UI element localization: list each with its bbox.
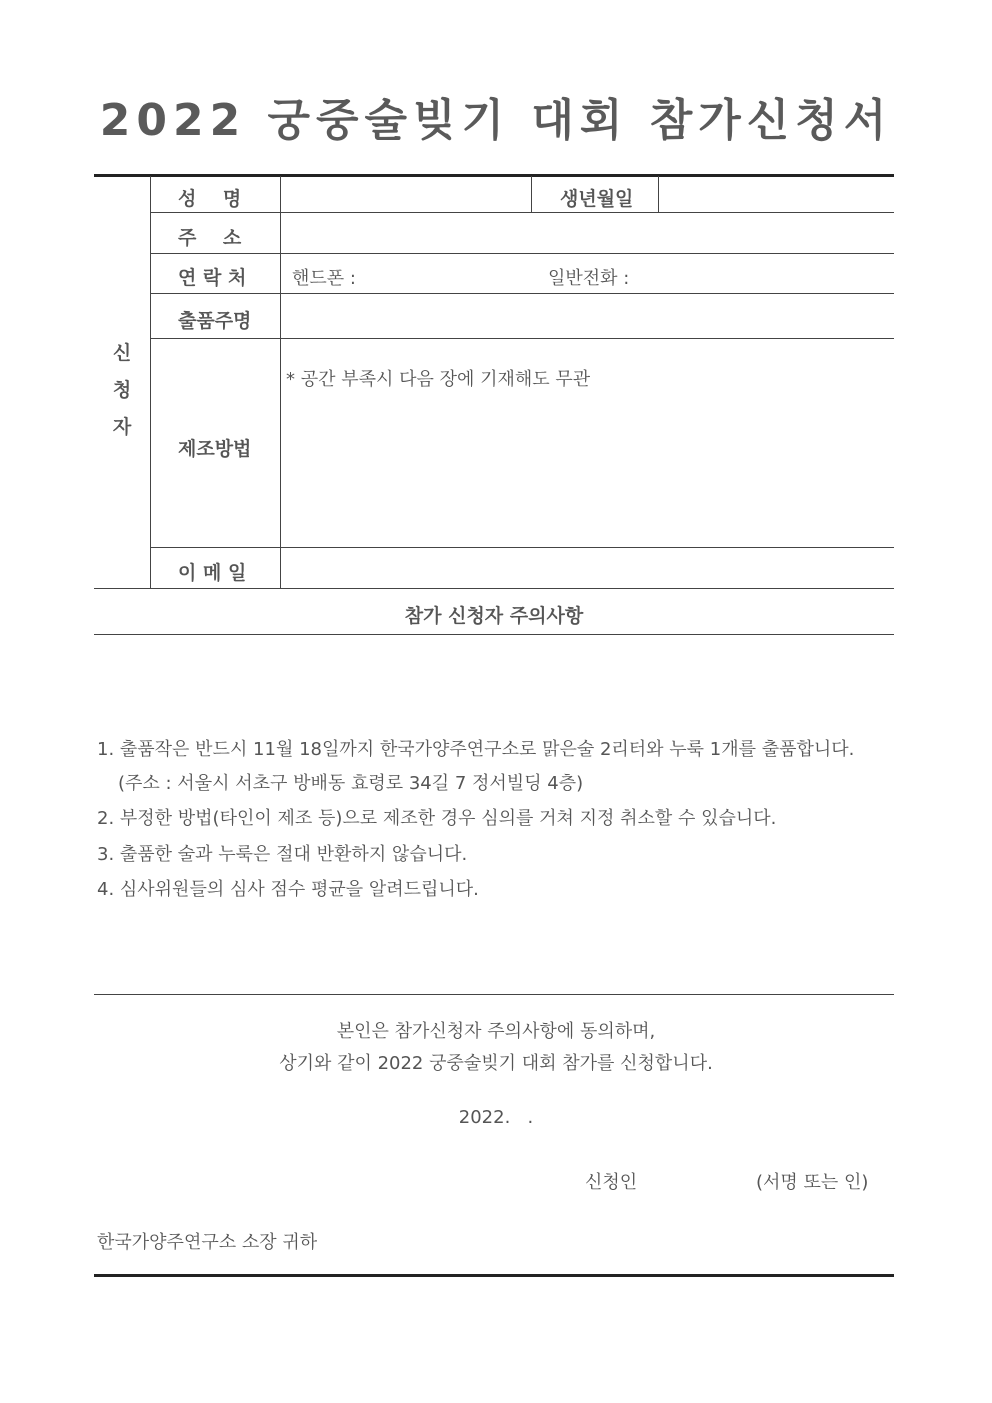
table-row-line bbox=[150, 293, 894, 294]
email-label: 이 메 일 bbox=[178, 562, 247, 584]
applicant-char: 신 bbox=[112, 342, 132, 364]
table-row-line bbox=[150, 547, 894, 548]
address-label: 주 소 bbox=[178, 227, 242, 249]
notice-title: 참가 신청자 주의사항 bbox=[404, 605, 584, 627]
mobile-field[interactable] bbox=[372, 255, 537, 291]
notice-item: 2. 부정한 방법(타인이 제조 등)으로 제조한 경우 심의를 거쳐 지정 취소할 수 있습니다. bbox=[97, 808, 777, 829]
notice-item: 3. 출품한 술과 누룩은 절대 반환하지 않습니다. bbox=[97, 844, 468, 865]
signature-label: (서명 또는 인) bbox=[756, 1172, 869, 1193]
method-label: 제조방법 bbox=[178, 438, 252, 460]
table-bottom-border bbox=[94, 588, 894, 589]
product-name-field[interactable] bbox=[282, 295, 892, 336]
phone-field[interactable] bbox=[650, 255, 892, 291]
notice-title-border bbox=[94, 634, 894, 635]
table-divider bbox=[658, 176, 659, 212]
form-title: 2022 궁중술빚기 대회 참가신청서 bbox=[99, 95, 893, 146]
birth-field[interactable] bbox=[660, 178, 892, 210]
agreement-line: 본인은 참가신청자 주의사항에 동의하며, bbox=[336, 1021, 656, 1042]
notice-item: 4. 심사위원들의 심사 점수 평균을 알려드립니다. bbox=[97, 879, 479, 900]
applicant-sign-label: 신청인 bbox=[585, 1172, 638, 1193]
table-divider bbox=[280, 176, 281, 588]
address-field[interactable] bbox=[282, 214, 892, 251]
method-field[interactable] bbox=[282, 392, 892, 545]
table-row-line bbox=[150, 212, 894, 213]
email-field[interactable] bbox=[282, 549, 892, 586]
phone-label: 일반전화 : bbox=[548, 268, 630, 289]
agreement-line: 상기와 같이 2022 궁중술빚기 대회 참가를 신청합니다. bbox=[279, 1053, 713, 1074]
table-divider bbox=[531, 176, 532, 212]
recipient-label: 한국가양주연구소 소장 귀하 bbox=[97, 1232, 318, 1253]
name-label: 성 명 bbox=[178, 188, 242, 210]
birth-label: 생년월일 bbox=[560, 188, 634, 210]
contact-label: 연 락 처 bbox=[178, 267, 247, 289]
notice-item: 1. 출품작은 반드시 11월 18일까지 한국가양주연구소로 맑은술 2리터와 누룩 1개를 출품합니다. bbox=[97, 739, 855, 760]
applicant-char: 청 bbox=[112, 379, 132, 401]
notice-item: (주소 : 서울시 서초구 방배동 효령로 34길 7 정서빌딩 4층) bbox=[118, 773, 584, 794]
product-name-label: 출품주명 bbox=[178, 310, 252, 332]
table-row-line bbox=[150, 253, 894, 254]
applicant-char: 자 bbox=[112, 416, 132, 438]
applicant-section-label bbox=[94, 335, 150, 446]
table-divider bbox=[150, 176, 151, 588]
footer-border bbox=[94, 1274, 894, 1277]
table-row-line bbox=[150, 338, 894, 339]
mobile-label: 핸드폰 : bbox=[292, 268, 356, 289]
method-note: * 공간 부족시 다음 장에 기재해도 무관 bbox=[286, 369, 591, 390]
agreement-date: 2022. . bbox=[458, 1107, 534, 1128]
name-field[interactable] bbox=[282, 178, 529, 210]
agreement-divider bbox=[94, 994, 894, 995]
table-top-border bbox=[94, 174, 894, 177]
